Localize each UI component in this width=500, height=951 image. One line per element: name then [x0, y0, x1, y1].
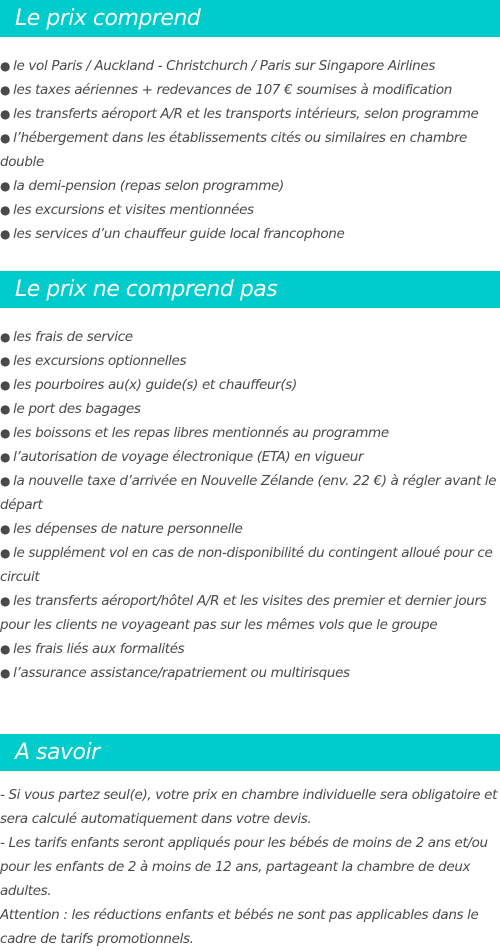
info-line: - Les tarifs enfants seront appliqués pour les bébés de moins de 2 ans et/ou pour les enfants de 2 à moins de 12 ans, partageant la chambre de deux adultes. — [0, 835, 488, 899]
list-item-text: la nouvelle taxe d’arrivée en Nouvelle Zélande (env. 22 €) à régler avant le départ — [0, 473, 497, 513]
list-item — [0, 541, 500, 589]
list-item-text: le vol Paris / Auckland - Christchurch / Paris sur Singapore Airlines — [13, 58, 436, 74]
bullet-icon: ● — [0, 131, 11, 145]
bullet-icon: ● — [0, 227, 11, 241]
bullet-icon: ● — [0, 330, 11, 344]
list-item-text: l’assurance assistance/rapatriement ou multirisques — [13, 665, 350, 681]
section-title-to-know: A savoir — [15, 740, 100, 765]
list-item-text: les transferts aéroport/hôtel A/R et les visites des premier et dernier jours pour les clients ne voyageant pas sur les mêmes vols que le groupe — [0, 593, 487, 633]
list-item-text: les frais de service — [13, 329, 133, 345]
list-item-text: l’autorisation de voyage électronique (ETA) en vigueur — [13, 449, 364, 465]
list-item — [0, 174, 500, 198]
bullet-icon: ● — [0, 354, 11, 368]
bullet-icon: ● — [0, 426, 11, 440]
list-item — [0, 469, 500, 517]
list-item — [0, 54, 500, 78]
bullet-icon: ● — [0, 594, 11, 608]
list-item — [0, 421, 500, 445]
list-item-text: l’hébergement dans les établissements cités ou similaires en chambre double — [0, 130, 468, 170]
list-item-text: les frais liés aux formalités — [13, 641, 185, 657]
list-item — [0, 126, 500, 174]
list-item-text: les boissons et les repas libres mentionnés au programme — [13, 425, 389, 441]
section-header-not-included — [0, 271, 500, 308]
included-list — [0, 54, 500, 246]
list-item-text: les services d’un chauffeur guide local francophone — [13, 226, 345, 242]
list-item — [0, 222, 500, 246]
list-item-text: les taxes aériennes + redevances de 107 € soumises à modification — [13, 82, 452, 98]
list-item-text: les excursions et visites mentionnées — [13, 202, 254, 218]
bullet-icon: ● — [0, 83, 11, 97]
bullet-icon: ● — [0, 666, 11, 680]
list-item — [0, 102, 500, 126]
list-item-text: le supplément vol en cas de non-disponibilité du contingent alloué pour ce circuit — [0, 545, 493, 585]
bullet-icon: ● — [0, 474, 11, 488]
bullet-icon: ● — [0, 203, 11, 217]
bullet-icon: ● — [0, 107, 11, 121]
to-know-list — [0, 783, 500, 951]
info-line: Attention : les réductions enfants et bébés ne sont pas applicables dans le cadre de tarifs promotionnels. — [0, 907, 479, 947]
list-item-text: les dépenses de nature personnelle — [13, 521, 243, 537]
list-item-text: le port des bagages — [13, 401, 141, 417]
section-header-included — [0, 0, 500, 37]
section-header-to-know — [0, 734, 500, 771]
list-item-text: les pourboires au(x) guide(s) et chauffeur(s) — [13, 377, 297, 393]
bullet-icon: ● — [0, 179, 11, 193]
list-item — [0, 78, 500, 102]
list-item — [0, 397, 500, 421]
list-item — [0, 517, 500, 541]
list-item — [0, 373, 500, 397]
bullet-icon: ● — [0, 546, 11, 560]
bullet-icon: ● — [0, 378, 11, 392]
bullet-icon: ● — [0, 642, 11, 656]
bullet-icon: ● — [0, 59, 11, 73]
bullet-icon: ● — [0, 450, 11, 464]
list-item — [0, 325, 500, 349]
info-line: - Si vous partez seul(e), votre prix en chambre individuelle sera obligatoire et sera calculé automatiquement dans votre devis. — [0, 787, 498, 827]
not-included-list — [0, 325, 500, 685]
bullet-icon: ● — [0, 402, 11, 416]
list-item — [0, 589, 500, 637]
list-item — [0, 349, 500, 373]
list-item-text: la demi-pension (repas selon programme) — [13, 178, 284, 194]
list-item-text: les excursions optionnelles — [13, 353, 187, 369]
list-item — [0, 445, 500, 469]
bullet-icon: ● — [0, 522, 11, 536]
section-title-not-included: Le prix ne comprend pas — [15, 277, 278, 302]
section-title-included: Le prix comprend — [15, 6, 201, 31]
list-item — [0, 637, 500, 661]
list-item-text: les transferts aéroport A/R et les transports intérieurs, selon programme — [13, 106, 479, 122]
list-item — [0, 198, 500, 222]
list-item — [0, 661, 500, 685]
